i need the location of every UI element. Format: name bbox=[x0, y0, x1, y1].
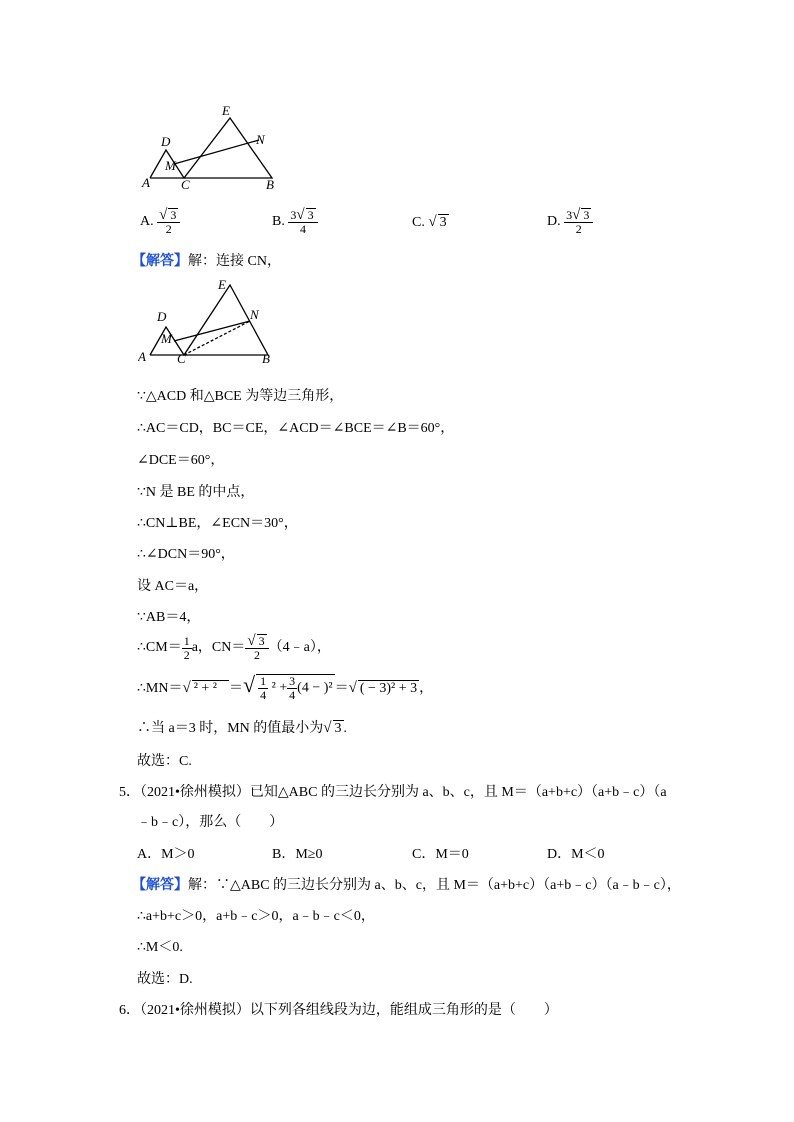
radical-expression: $\frac{1}{4}$ ² + $\frac{3}{4}$ (4 − )² bbox=[256, 674, 335, 702]
q4-line-1: ∵△ACD 和△BCE 为等边三角形， bbox=[137, 389, 344, 404]
fraction: $\frac{1}{2}$ bbox=[183, 633, 190, 662]
q4-line-10: ∴MN＝√² + ² ＝√ $\frac{1}{4}$ ² + $\frac{3}{4}$ (4 − )² ＝√ ( − 3)² + 3 ， bbox=[137, 672, 434, 703]
label-E: E bbox=[222, 103, 230, 118]
q5-answer-line-3: ∴M＜0. bbox=[137, 940, 183, 955]
label-C: C bbox=[181, 177, 190, 192]
q4-line-5: ∴CN⊥BE，∠ECN＝30°， bbox=[137, 516, 298, 531]
q5-option-a: A．M＞0 bbox=[137, 847, 195, 862]
q5-option-d: D．M＜0 bbox=[547, 847, 605, 862]
q4-line-3: ∠DCE＝60°， bbox=[137, 453, 225, 468]
fraction: $\frac{3√ 3}{2}$ bbox=[564, 208, 593, 236]
q5-answer-line-4: 故选：D. bbox=[137, 972, 193, 987]
q4-option-b: B. $\frac{3√ 3}{4}$ bbox=[272, 208, 318, 236]
q4-option-c: C. √ 3 bbox=[412, 214, 447, 230]
figure-triangles-1 bbox=[138, 100, 288, 192]
q4-option-a: A. $\frac{√ 3}{2}$ bbox=[140, 208, 180, 236]
q5-question-line-1: 5．（2021•徐州模拟）已知△ABC 的三边长分别为 a、b、c，且 M＝（a+b+c）（a+b﹣c）（a bbox=[119, 785, 667, 800]
figure-triangles-2 bbox=[138, 277, 288, 369]
q4-line-9: ∴CM＝ $\frac{1}{2}$ a，CN＝ $\frac{√ 3}{2}$ （4﹣a）， bbox=[137, 633, 331, 662]
q4-line-8: ∵AB＝4， bbox=[137, 610, 201, 625]
q5-question-line-2: ﹣b﹣c），那么（ ） bbox=[137, 815, 284, 830]
fraction: $\frac{√ 3}{2}$ bbox=[157, 208, 180, 236]
q5-option-b: B．M≥0 bbox=[272, 847, 323, 862]
q4-line-11: ∴当 a＝3 时，MN 的值最小为√ 3 . bbox=[137, 720, 348, 736]
q4-answer-header: 【解答】解：连接 CN， bbox=[132, 254, 281, 269]
q4-line-4: ∵N 是 BE 的中点， bbox=[137, 485, 255, 500]
q5-answer-line-2: ∴a+b+c＞0，a+b﹣c＞0，a﹣b﹣c＜0， bbox=[137, 909, 375, 924]
fraction: $\frac{√ 3}{2}$ bbox=[245, 634, 268, 662]
q5-option-c: C．M＝0 bbox=[412, 847, 469, 862]
label-B: B bbox=[266, 177, 274, 192]
label-N: N bbox=[256, 132, 265, 147]
label-M: M bbox=[165, 158, 176, 173]
label-C: C bbox=[177, 351, 186, 366]
label-E: E bbox=[218, 277, 226, 292]
label-M: M bbox=[161, 331, 172, 346]
label-B: B bbox=[262, 351, 270, 366]
label-A: A bbox=[142, 175, 150, 190]
q5-answer-line-1: 【解答】解：∵△ABC 的三边长分别为 a、b、c，且 M＝（a+b+c）（a+b﹣c）（a﹣b﹣c）， bbox=[132, 878, 681, 893]
q4-line-2: ∴AC＝CD，BC＝CE，∠ACD＝∠BCE＝∠B＝60°， bbox=[137, 421, 455, 436]
q4-line-12: 故选：C. bbox=[137, 754, 192, 769]
label-A: A bbox=[138, 349, 146, 364]
label-D: D bbox=[161, 134, 171, 149]
q4-line-7: 设 AC＝a， bbox=[137, 579, 209, 594]
fraction: $\frac{3√ 3}{4}$ bbox=[288, 208, 317, 236]
label-D: D bbox=[157, 309, 167, 324]
q4-line-6: ∴∠DCN＝90°， bbox=[137, 547, 235, 562]
label-N: N bbox=[250, 307, 259, 322]
q4-option-d: D. $\frac{3√ 3}{2}$ bbox=[547, 208, 593, 236]
q6-question-line-1: 6．（2021•徐州模拟）以下列各组线段为边，能组成三角形的是（ ） bbox=[119, 1003, 558, 1018]
